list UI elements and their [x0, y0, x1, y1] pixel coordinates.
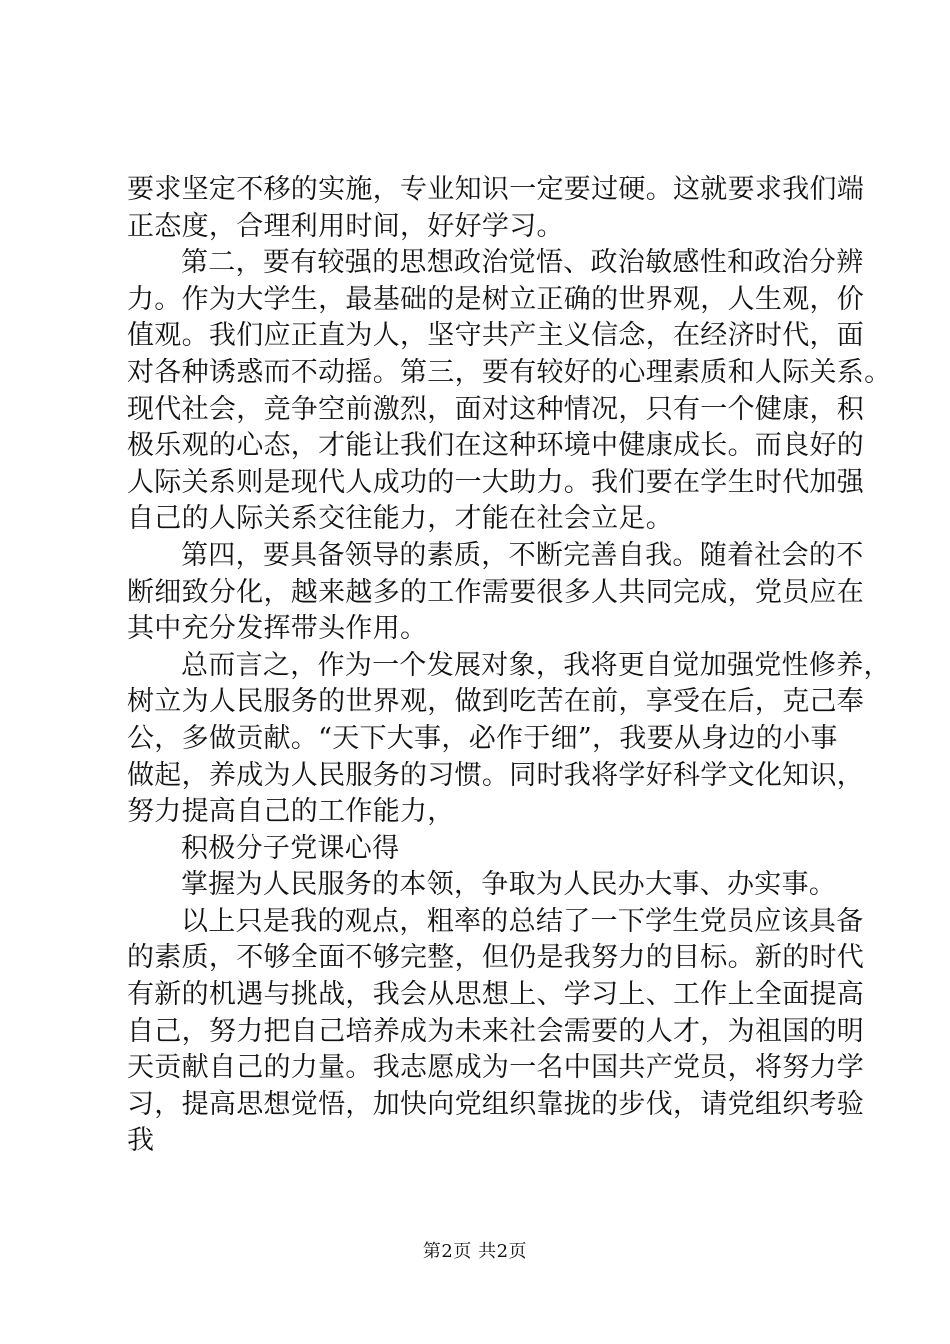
text-line: 现代社会，竞争空前激烈，面对这种情况，只有一个健康，积 [127, 393, 865, 425]
page-footer: 第2页 共2页 [422, 1241, 528, 1262]
text-line: 的素质，不够全面不够完整，但仍是我努力的目标。新的时代 [127, 942, 865, 974]
text-line: 断细致分化，越来越多的工作需要很多人共同完成，党员应在 [127, 576, 865, 608]
text-line: 人际关系则是现代人成功的一大助力。我们要在学生时代加强 [127, 466, 865, 498]
text-line: 第四，要具备领导的素质，不断完善自我。随着社会的不 [181, 539, 864, 571]
text-line: 第二，要有较强的思想政治觉悟、政治敏感性和政治分辨 [181, 247, 864, 279]
text-line: 天贡献自己的力量。我志愿成为一名中国共产党员，将努力学 [127, 1052, 865, 1084]
text-line: 努力提高自己的工作能力， [127, 796, 455, 828]
text-line: 对各种诱惑而不动摇。第三，要有较好的心理素质和人际关系。 [127, 356, 892, 388]
text-line: 以上只是我的观点，粗率的总结了一下学生党员应该具备 [181, 905, 864, 937]
text-line: 积极分子党课心得 [181, 832, 400, 864]
text-line: 有新的机遇与挑战，我会从思想上、学习上、工作上全面提高 [127, 979, 865, 1011]
text-line: 自己的人际关系交往能力，才能在社会立足。 [127, 503, 673, 535]
text-line: 值观。我们应正直为人，坚守共产主义信念，在经济时代，面 [127, 320, 865, 352]
text-line: 总而言之，作为一个发展对象，我将更自觉加强党性修养， [181, 649, 891, 681]
text-line: 掌握为人民服务的本领，争取为人民办大事、办实事。 [181, 869, 837, 901]
text-line: 自己，努力把自己培养成为未来社会需要的人才，为祖国的明 [127, 1015, 865, 1047]
text-line: 公，多做贡献。“天下大事，必作于细”，我要从身边的小事 [127, 722, 838, 754]
text-line: 正态度，合理利用时间，好好学习。 [127, 210, 564, 242]
text-line: 做起，养成为人民服务的习惯。同时我将学好科学文化知识， [127, 759, 865, 791]
text-line: 树立为人民服务的世界观，做到吃苦在前，享受在后，克己奉 [127, 686, 865, 718]
text-line: 其中充分发挥带头作用。 [127, 613, 428, 645]
text-line: 要求坚定不移的实施，专业知识一定要过硬。这就要求我们端 [127, 174, 865, 205]
text-line: 力。作为大学生，最基础的是树立正确的世界观，人生观，价 [127, 283, 865, 315]
text-line: 习，提高思想觉悟，加快向党组织靠拢的步伐，请党组织考验 [127, 1088, 865, 1120]
text-line: 极乐观的心态，才能让我们在这种环境中健康成长。而良好的 [127, 430, 865, 462]
text-line: 我 [127, 1125, 155, 1157]
document-body [127, 172, 892, 1160]
